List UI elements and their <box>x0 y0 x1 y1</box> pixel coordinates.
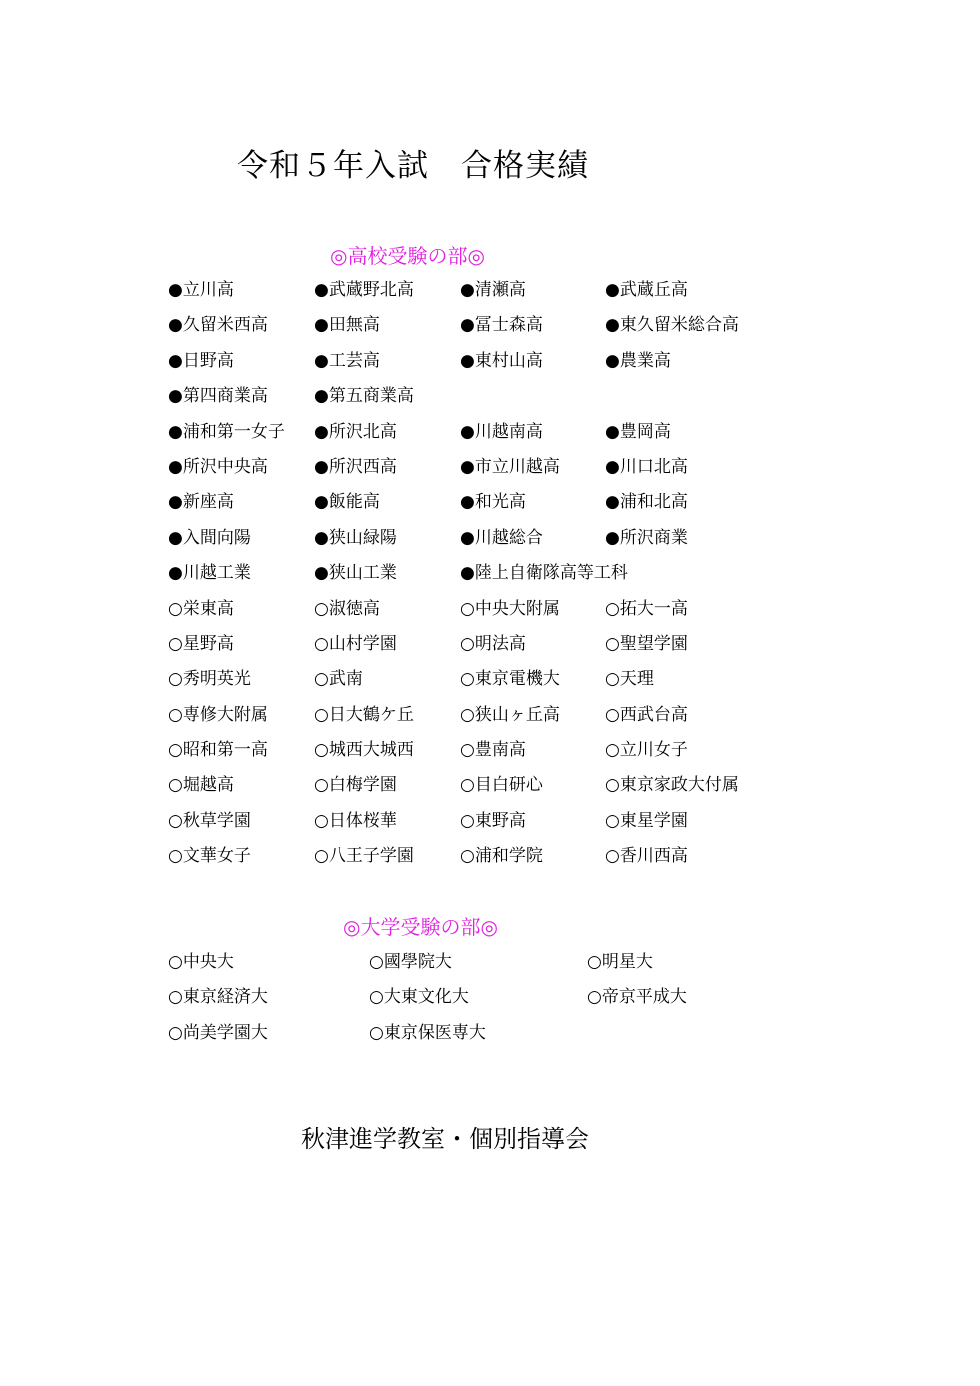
high-school-entry: ●浦和第一女子 <box>168 421 285 442</box>
high-school-entry: ●所沢西高 <box>314 456 397 477</box>
high-school-entry: ○狭山ヶ丘高 <box>460 704 560 725</box>
high-school-entry: ●第五商業高 <box>314 386 414 407</box>
high-school-entry: ●清瀬高 <box>460 280 526 300</box>
high-school-entry: ○東野高 <box>460 810 526 831</box>
high-school-entry: ●田無高 <box>314 315 380 336</box>
high-school-entry: ●新座高 <box>168 492 234 513</box>
school-name-footer: 秋津進学教室・個別指導会 <box>301 1125 589 1153</box>
high-school-entry: ●狭山工業 <box>314 563 397 584</box>
high-school-entry: ○天理 <box>605 669 654 690</box>
high-school-entry: ●入間向陽 <box>168 527 251 548</box>
high-school-entry: ○東京家政大付属 <box>605 775 739 796</box>
high-school-entry: ○目白研心 <box>460 775 543 796</box>
high-school-entry: ●陸上自衛隊高等工科 <box>460 563 628 584</box>
high-school-entry: ○武南 <box>314 669 363 690</box>
university-entry: ○中央大 <box>168 952 234 972</box>
high-school-entry: ○山村学園 <box>314 633 397 654</box>
high-school-entry: ○栄東高 <box>168 598 234 619</box>
high-school-entry: ○日体桜華 <box>314 810 397 831</box>
high-school-entry: ○秀明英光 <box>168 669 251 690</box>
university-entry: ○大東文化大 <box>369 987 469 1008</box>
university-entry: ○明星大 <box>587 952 653 972</box>
high-school-entry: ●所沢中央高 <box>168 456 268 477</box>
high-school-entry: ●和光高 <box>460 492 526 513</box>
high-school-entry: ●武蔵野北高 <box>314 280 414 300</box>
university-entry: ○國學院大 <box>369 952 452 972</box>
high-school-entry: ○文華女子 <box>168 846 251 867</box>
university-entry: ○尚美学園大 <box>168 1022 268 1043</box>
high-school-entry: ○八王子学園 <box>314 846 414 867</box>
high-school-entry: ○中央大附属 <box>460 598 560 619</box>
high-school-entry: ●所沢北高 <box>314 421 397 442</box>
high-school-entry: ●狭山緑陽 <box>314 527 397 548</box>
high-school-entry: ○昭和第一高 <box>168 740 268 761</box>
high-school-entry: ○東星学園 <box>605 810 688 831</box>
high-school-entry: ○明法高 <box>460 633 526 654</box>
university-entry: ○帝京平成大 <box>587 987 687 1008</box>
high-school-entry: ●川越南高 <box>460 421 543 442</box>
high-school-entry: ○西武台高 <box>605 704 688 725</box>
high-school-entry: ●飯能高 <box>314 492 380 513</box>
high-school-entry: ●浦和北高 <box>605 492 688 513</box>
high-school-entry: ●農業高 <box>605 350 671 371</box>
high-school-entry: ○日大鶴ケ丘 <box>314 704 414 725</box>
high-school-entry: ●川口北高 <box>605 456 688 477</box>
high-school-entry: ●豊岡高 <box>605 421 671 442</box>
high-school-entry: ●日野高 <box>168 350 234 371</box>
high-school-entry: ●東久留米総合高 <box>605 315 739 336</box>
university-entry: ○東京経済大 <box>168 987 268 1008</box>
high-school-heading: ◎高校受験の部◎ <box>330 244 485 268</box>
high-school-entry: ●市立川越高 <box>460 456 560 477</box>
university-entry: ○東京保医専大 <box>369 1022 486 1043</box>
high-school-entry: ○豊南高 <box>460 740 526 761</box>
high-school-entry: ●立川高 <box>168 280 234 300</box>
high-school-entry: ○堀越高 <box>168 775 234 796</box>
high-school-entry: ●所沢商業 <box>605 527 688 548</box>
high-school-entry: ○立川女子 <box>605 740 688 761</box>
high-school-entry: ○浦和学院 <box>460 846 543 867</box>
high-school-entry: ○香川西高 <box>605 846 688 867</box>
high-school-entry: ○聖望学園 <box>605 633 688 654</box>
high-school-entry: ●川越工業 <box>168 563 251 584</box>
high-school-entry: ●冨士森高 <box>460 315 543 336</box>
high-school-entry: ●川越総合 <box>460 527 543 548</box>
high-school-entry: ○淑徳高 <box>314 598 380 619</box>
high-school-entry: ○城西大城西 <box>314 740 414 761</box>
high-school-entry: ●久留米西高 <box>168 315 268 336</box>
high-school-entry: ○専修大附属 <box>168 704 268 725</box>
high-school-entry: ●武蔵丘高 <box>605 280 688 300</box>
high-school-entry: ●工芸高 <box>314 350 380 371</box>
high-school-entry: ●東村山高 <box>460 350 543 371</box>
high-school-entry: ○東京電機大 <box>460 669 560 690</box>
high-school-entry: ●第四商業高 <box>168 386 268 407</box>
high-school-entry: ○拓大一高 <box>605 598 688 619</box>
high-school-entry: ○星野高 <box>168 633 234 654</box>
high-school-entry: ○白梅学園 <box>314 775 397 796</box>
university-heading: ◎大学受験の部◎ <box>343 915 498 939</box>
page-title: 令和５年入試 合格実績 <box>237 148 589 184</box>
high-school-entry: ○秋草学園 <box>168 810 251 831</box>
